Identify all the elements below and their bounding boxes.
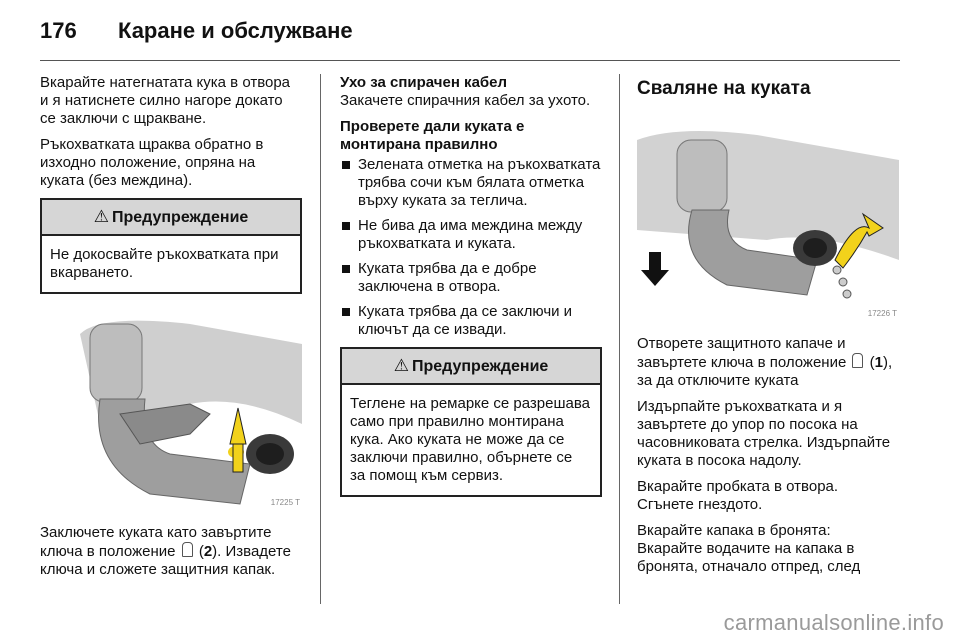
header-divider xyxy=(40,60,900,61)
bullet-icon xyxy=(342,161,350,169)
column-3 xyxy=(637,74,899,584)
warning-title: Предупреждение xyxy=(411,358,549,375)
page-header xyxy=(40,16,900,56)
figure-remove-hook xyxy=(637,110,899,325)
paragraph-insert-hook: Вкарайте натегнатата кука в отвора и я натиснете силно нагоре докато се заключи с щракване. xyxy=(40,74,291,127)
warning-text: Не докосвайте ръкохватката при вкарването. xyxy=(50,246,279,281)
tow-hook-illustration xyxy=(40,304,302,514)
list-item: Куката трябва да е добре заключена в отвора. xyxy=(340,260,602,296)
bullet-icon xyxy=(342,265,350,273)
list-item: Зелената отметка на ръкохватката трябва сочи към бялата отметка върху куката за теглича. xyxy=(340,156,602,210)
paragraph-handle-snaps: Ръкохватката щраква обратно в изходно положение, опряна на куката (без междина). xyxy=(40,136,264,189)
check-list xyxy=(340,156,602,339)
section-title: Сваляне на куката xyxy=(637,78,811,99)
warning-icon: ⚠ xyxy=(93,207,109,226)
column-divider xyxy=(619,74,620,604)
key-unlocked-icon xyxy=(852,353,863,368)
warning-title: Предупреждение xyxy=(111,209,249,226)
column-2 xyxy=(340,74,602,507)
warning-text: Теглене на ремарке се разрешава само при правилно монтирана кука. Ако куката не може да се заключи правилно, обърнете се за помощ към сервиз. xyxy=(350,395,591,484)
page-title: Каране и обслужване xyxy=(118,18,353,43)
list-item: Не бива да има междина между ръкохватката и куката. xyxy=(340,217,602,253)
warning-header xyxy=(42,200,300,236)
subheading-check-mount: Проверете дали куката е монтирана правилно xyxy=(340,118,525,153)
bullet-icon xyxy=(342,222,350,230)
tow-hook-removal-illustration xyxy=(637,110,899,325)
figure-id: 17226 T xyxy=(867,309,897,318)
paragraph-pull-handle: Издърпайте ръкохватката и я завъртете до упор по посока на часовниковата стрелка. Издърпайте куката в посока надолу. xyxy=(637,398,891,469)
bullet-icon xyxy=(342,308,350,316)
watermark: carmanualsonline.info xyxy=(723,610,944,635)
warning-box xyxy=(340,347,602,497)
key-locked-icon xyxy=(182,542,193,557)
paragraph-brake-cable: Закачете спирачния кабел за ухото. xyxy=(340,92,591,109)
subheading-brake-eye: Ухо за спирачен кабел xyxy=(340,74,508,91)
paragraph-unlock-key: Отворете защитното капаче и завъртете ключа в положение (1), за да отключите куката xyxy=(637,335,893,389)
figure-lock-hook xyxy=(40,304,302,514)
warning-header xyxy=(342,349,600,385)
column-divider xyxy=(320,74,321,604)
column-1 xyxy=(40,74,302,587)
warning-icon: ⚠ xyxy=(393,356,409,375)
warning-box xyxy=(40,198,302,294)
page-number: 176 xyxy=(40,18,77,43)
paragraph-insert-plug: Вкарайте пробката в отвора. Сгънете гнездото. xyxy=(637,478,839,513)
list-item: Куката трябва да се заключи и ключът да се извади. xyxy=(340,303,602,339)
figure-id: 17225 T xyxy=(270,498,300,507)
paragraph-lock-key: Заключете куката като завъртите ключа в положение (2). Извадете ключа и сложете защитния капак. xyxy=(40,524,291,578)
paragraph-insert-cover: Вкарайте капака в бронята: Вкарайте водачите на капака в бронята, отначало отпред, след xyxy=(637,522,861,575)
